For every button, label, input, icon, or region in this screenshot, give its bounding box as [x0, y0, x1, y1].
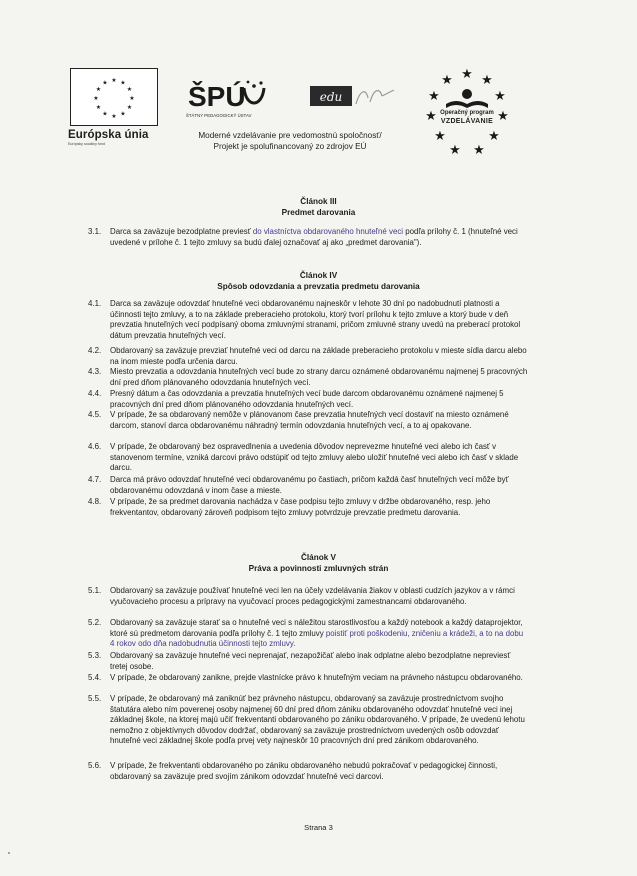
clause-number: 5.4. — [88, 673, 102, 682]
svg-text:★: ★ — [425, 109, 437, 124]
clause-number: 5.3. — [88, 651, 102, 660]
clause-number: 5.1. — [88, 586, 102, 595]
clause-number: 5.2. — [88, 618, 102, 627]
clause-4-8 — [88, 497, 528, 518]
clause-highlight: poistiť proti poškodeniu, zničeniu a krádeži, a to na dobu 4 rokov odo dňa nadobudnutia účinnosti tejto zmluvy. — [110, 628, 524, 648]
svg-text:★: ★ — [120, 79, 126, 87]
clause-number: 3.1. — [88, 227, 102, 236]
clause-text-part: Darca sa zaväzuje bezodplatne previesť — [110, 227, 253, 236]
project-line2: Projekt je spolufinancovaný zo zdrojov EÚ — [213, 142, 367, 151]
svg-text:★: ★ — [111, 77, 117, 84]
clause-5-1 — [88, 586, 528, 607]
clause-4-3 — [88, 367, 528, 388]
svg-text:★: ★ — [428, 89, 440, 104]
clause-5-3 — [88, 651, 528, 672]
svg-text:★: ★ — [129, 95, 135, 102]
spu-subtitle: ŠTÁTNY PEDAGOGICKÝ ÚSTAV — [186, 113, 252, 118]
clause-text: Obdarovaný sa zaväzuje hnuteľné veci neprenajať, nezapožičať alebo inak odplatne alebo bezodplatne nepreviesť tretej osobe. — [110, 651, 511, 671]
clause-text — [110, 618, 528, 650]
project-line1: Moderné vzdelávanie pre vedomostnú spoločnosť/ — [198, 131, 382, 140]
svg-text:★: ★ — [102, 110, 108, 118]
eu-title: Európska únia — [68, 129, 149, 141]
article4-subtitle: Spôsob odovzdania a prevzatia predmetu darovania — [217, 282, 420, 291]
eu-subtitle: Európsky sociálny fond — [68, 142, 105, 146]
clause-4-5 — [88, 410, 528, 431]
clause-text: V prípade, že obdarovaný má zaniknúť bez právneho nástupcu, obdarovaný sa zaväzuje prostredníctvom svojho štatutára alebo ním poverenej osoby najmenej 60 dní pred dňom zániku obdarovaného odovzdať hnuteľné veci inej základnej škole, na ktorej majú učiť frekventanti obdarovaného po zániku obdarovaného. V prípade, že uvedenú lehotu nemožno z objektívnych dôvodov dodržať, obdarovaný sa zaväzuje prostredníctvom uvedených osôb odovzdať hnuteľné veci základnej škole podľa prvej vety najneskôr 10 pracovných dní pred zánikom obdarovaného. — [110, 694, 525, 745]
clause-text: Presný dátum a čas odovzdania a prevzatia hnuteľných vecí bude darcom obdarovanému oznámené najmenej 5 pracovných dní pred dňom plánovaného odovzdania hnuteľných vecí. — [110, 389, 504, 409]
article5-title: Článok V — [300, 553, 337, 562]
svg-text:★: ★ — [441, 73, 453, 88]
clause-5-5 — [88, 694, 528, 747]
op-line2: VZDELÁVANIE — [440, 118, 494, 125]
clause-5-2 — [88, 618, 528, 650]
document-header — [0, 60, 637, 170]
clause-number: 4.5. — [88, 410, 102, 419]
clause-text: V prípade, že sa obdarovaný nemôže v plánovanom čase prevzatia hnuteľných vecí dostaviť na miesto oznámené darcom, stanoví darca obdarovanému náhradný termín odovzdania hnuteľných vecí, a to aj opakovane. — [110, 410, 509, 430]
clause-number: 4.2. — [88, 346, 102, 355]
edu-logo-text: edu — [319, 90, 343, 104]
svg-text:★: ★ — [461, 67, 473, 82]
svg-text:★: ★ — [126, 104, 133, 111]
article5-heading — [0, 552, 637, 574]
eu-stars-icon — [71, 69, 157, 125]
op-vzdelavanie-logo — [424, 62, 510, 158]
clause-text: Obdarovaný sa zaväzuje prevziať hnuteľné veci od darcu na základe preberacieho protokolu v mieste sídla darcu alebo na inom mieste podľa určenia darcu. — [110, 346, 527, 366]
clause-number: 4.1. — [88, 299, 102, 308]
clause-4-4 — [88, 389, 528, 410]
spu-wordmark-icon — [186, 78, 266, 112]
svg-text:★: ★ — [488, 129, 500, 144]
svg-text:★: ★ — [111, 113, 117, 120]
clause-4-7 — [88, 475, 528, 496]
clause-text — [110, 227, 528, 248]
clause-text: V prípade, že frekventanti obdarovaného po zániku obdarovaného nebudú pokračovať v pedagogickej činnosti, obdarovaný sa zaväzuje pred svojím zánikom odovzdať hnuteľné veci darcovi. — [110, 761, 498, 781]
page-number: Strana 3 — [304, 823, 333, 832]
clause-text: Miesto prevzatia a odovzdania hnuteľných vecí bude zo strany darcu oznámené obdarovanému najmenej 5 pracovných dní pred dňom plánovaného odovzdania hnuteľných vecí. — [110, 367, 528, 387]
article3-title: Článok III — [300, 197, 337, 206]
clause-text-part: podľa prílohy č. 1 (hnuteľné veci uvedené v prílohe č. 1 tejto zmluvy sa budú ďalej označovať aj ako „predmet darovania"). — [110, 227, 518, 247]
edu-logo — [308, 84, 398, 110]
scan-speck — [8, 852, 10, 854]
clause-text: V prípade, že obdarovaný bez ospravedlnenia a uvedenia dôvodov neprevezme hnuteľné veci alebo ich časť v stanovenom termíne, vzniká darcovi právo odstúpiť od tejto zmluvy alebo uložiť hnuteľné veci alebo ich časť v sklade darcu. — [110, 442, 519, 472]
spu-logo — [186, 78, 266, 118]
clause-number: 4.7. — [88, 475, 102, 484]
svg-text:★: ★ — [93, 95, 99, 102]
op-line1: Operačný program — [440, 110, 494, 116]
svg-text:★: ★ — [95, 104, 102, 111]
clause-number: 5.5. — [88, 694, 102, 703]
article3-subtitle: Predmet darovania — [281, 208, 356, 217]
svg-text:★: ★ — [494, 89, 506, 104]
svg-text:★: ★ — [449, 143, 461, 158]
clause-text: V prípade, že obdarovaný zanikne, prejde vlastnícke právo k hnuteľným veciam na právneho nástupcu obdarovaného. — [110, 673, 523, 682]
spu-name: ŠPÚ — [188, 81, 246, 112]
clause-number: 4.3. — [88, 367, 102, 376]
svg-text:★: ★ — [120, 110, 126, 118]
clause-text: V prípade, že sa predmet darovania nachádza v čase podpisu tejto zmluvy v držbe obdarovaného, resp. jeho frekventantov, obdarovaný zároveň podpisom tejto zmluvy potvrdzuje prevzatie predmetu darovania. — [110, 497, 491, 517]
clause-number: 4.6. — [88, 442, 102, 451]
clause-4-1 — [88, 299, 528, 341]
svg-text:★: ★ — [126, 86, 133, 93]
project-caption — [160, 130, 420, 152]
edu-logo-icon — [308, 84, 398, 110]
article4-heading — [0, 270, 637, 292]
clause-text-part: Obdarovaný sa zaväzuje starať sa o hnuteľné veci s náležitou starostlivosťou a každý notebook a každý dataprojektor, ktoré sú predmetom darovania podľa prílohy č. 1 tejto zmluvy — [110, 618, 523, 638]
clause-highlight: do vlastníctva obdarovaného hnuteľné veci — [252, 227, 404, 236]
clause-5-4 — [88, 673, 528, 684]
clause-5-6 — [88, 761, 528, 782]
eu-flag-icon — [70, 68, 158, 126]
clause-3-1 — [88, 227, 528, 248]
svg-text:★: ★ — [95, 86, 102, 93]
clause-text: Obdarovaný sa zaväzuje používať hnuteľné veci len na účely vzdelávania žiakov v oblasti cudzích jazykov a v rámci vyučovacieho procesu a prípravy na vyučovací proces pedagogickými zamestnancami obdarovaného. — [110, 586, 515, 606]
svg-text:★: ★ — [473, 143, 485, 158]
svg-text:★: ★ — [481, 73, 493, 88]
clause-text: Darca má právo odovzdať hnuteľné veci obdarovanému po častiach, pričom každá časť hnuteľných vecí môže byť obdarovanému odovzdaná v inom čase a mieste. — [110, 475, 509, 495]
clause-number: 4.8. — [88, 497, 102, 506]
svg-text:★: ★ — [497, 109, 509, 124]
eu-logo — [68, 68, 158, 146]
clause-4-6 — [88, 442, 528, 474]
clause-number: 4.4. — [88, 389, 102, 398]
article4-title: Článok IV — [299, 271, 338, 280]
clause-number: 5.6. — [88, 761, 102, 770]
clause-4-2 — [88, 346, 528, 367]
article3-heading — [0, 196, 637, 218]
svg-text:★: ★ — [434, 129, 446, 144]
svg-text:★: ★ — [102, 79, 108, 87]
article5-subtitle: Práva a povinnosti zmluvných strán — [248, 564, 389, 573]
clause-text: Darca sa zaväzuje odovzdať hnuteľné veci obdarovanému najneskôr v lehote 30 dní po nadobudnutí platnosti a účinnosti tejto zmluvy, a to na základe preberacieho protokolu, ktorý tvorí prílohu k tejto zmluve a ktorý bude v deň prevzatia hnuteľných vecí podpísaný oboma zmluvnými stranami, pričom zmluvné strany uvedú na preberací protokol dátum prevzatia hnuteľných vecí. — [110, 299, 521, 340]
